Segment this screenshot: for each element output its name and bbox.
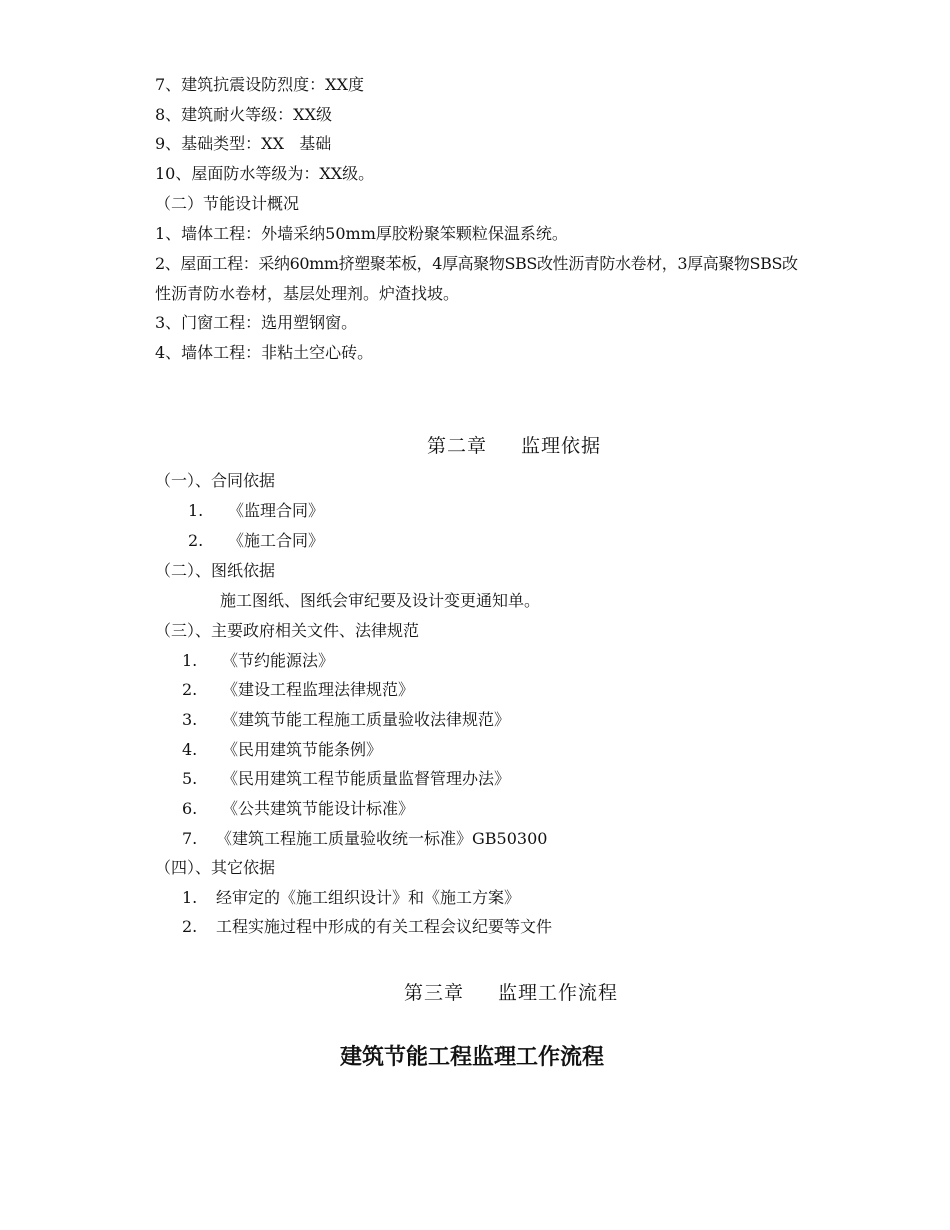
- design-item-10: 10、屋面防水等级为：XX级。: [155, 164, 375, 183]
- list-text: 《施工合同》: [228, 531, 325, 550]
- list-text: 《建筑节能工程施工质量验收法律规范》: [222, 710, 511, 729]
- list-number: 2.: [188, 531, 204, 550]
- law-item: [182, 829, 547, 849]
- other-item: [182, 888, 520, 908]
- energy-item-3: 3、门窗工程：选用塑钢窗。: [155, 313, 358, 332]
- energy-item-1: 1、墙体工程：外墙采纳50mm厚胶粉聚笨颗粒保温系统。: [155, 224, 568, 243]
- energy-item-2-line2: 性沥青防水卷材，基层处理剂。炉渣找坡。: [155, 284, 460, 303]
- flow-title: 建筑节能工程监理工作流程: [340, 1045, 605, 1070]
- list-text: 经审定的《施工组织设计》和《施工方案》: [216, 888, 521, 907]
- list-number: 1.: [182, 651, 198, 670]
- chapter-2-title: 监理依据: [521, 435, 602, 457]
- list-text: 《节约能源法》: [222, 651, 335, 670]
- law-item: [182, 651, 334, 671]
- chapter-2-heading: [427, 436, 601, 456]
- law-item: [182, 769, 510, 789]
- drawing-basis-heading: （二）、图纸依据: [155, 561, 276, 580]
- chapter-2-number: 第二章: [427, 435, 488, 457]
- contract-basis-heading: （一）、合同依据: [155, 471, 276, 490]
- design-item-7: 7、建筑抗震设防烈度：XX度: [155, 75, 364, 94]
- list-number: 2.: [182, 680, 198, 699]
- chapter-3-title: 监理工作流程: [498, 982, 619, 1004]
- list-text: 《民用建筑节能条例》: [222, 740, 383, 759]
- energy-item-2-line1: 2、屋面工程：采纳60mm挤塑聚苯板，4厚高聚物SBS改性沥青防水卷材，3厚高聚物SBS改: [155, 254, 798, 273]
- energy-design-heading: （二）节能设计概况: [155, 194, 300, 213]
- list-number: 5.: [182, 769, 198, 788]
- list-number: 4.: [182, 740, 198, 759]
- law-item: [182, 799, 414, 819]
- list-text: 《监理合同》: [228, 501, 325, 520]
- law-item: [182, 710, 510, 730]
- laws-heading: （三）、主要政府相关文件、法律规范: [155, 621, 420, 640]
- energy-item-4: 4、墙体工程：非粘土空心砖。: [155, 343, 374, 362]
- chapter-3-number: 第三章: [404, 982, 465, 1004]
- other-item: [182, 917, 552, 937]
- design-item-9: 9、基础类型：XX 基础: [155, 134, 332, 153]
- law-item: [182, 740, 382, 760]
- list-number: 7.: [182, 829, 198, 848]
- list-text: 《公共建筑节能设计标准》: [222, 799, 415, 818]
- list-number: 6.: [182, 799, 198, 818]
- list-number: 1.: [182, 888, 198, 907]
- law-item: [182, 680, 414, 700]
- list-text: 工程实施过程中形成的有关工程会议纪要等文件: [216, 917, 553, 936]
- list-number: 3.: [182, 710, 198, 729]
- other-basis-heading: （四）、其它依据: [155, 858, 276, 877]
- contract-item-1: [188, 501, 324, 521]
- drawing-basis-text: 施工图纸、图纸会审纪要及设计变更通知单。: [220, 591, 541, 610]
- list-text: 《民用建筑工程节能质量监督管理办法》: [222, 769, 511, 788]
- list-text: 《建设工程监理法律规范》: [222, 680, 415, 699]
- chapter-3-heading: [404, 983, 618, 1003]
- list-number: 2.: [182, 917, 198, 936]
- list-number: 1.: [188, 501, 204, 520]
- design-item-8: 8、建筑耐火等级：XX级: [155, 105, 332, 124]
- list-text: 《建筑工程施工质量验收统一标准》GB50300: [216, 829, 548, 848]
- contract-item-2: [188, 531, 324, 551]
